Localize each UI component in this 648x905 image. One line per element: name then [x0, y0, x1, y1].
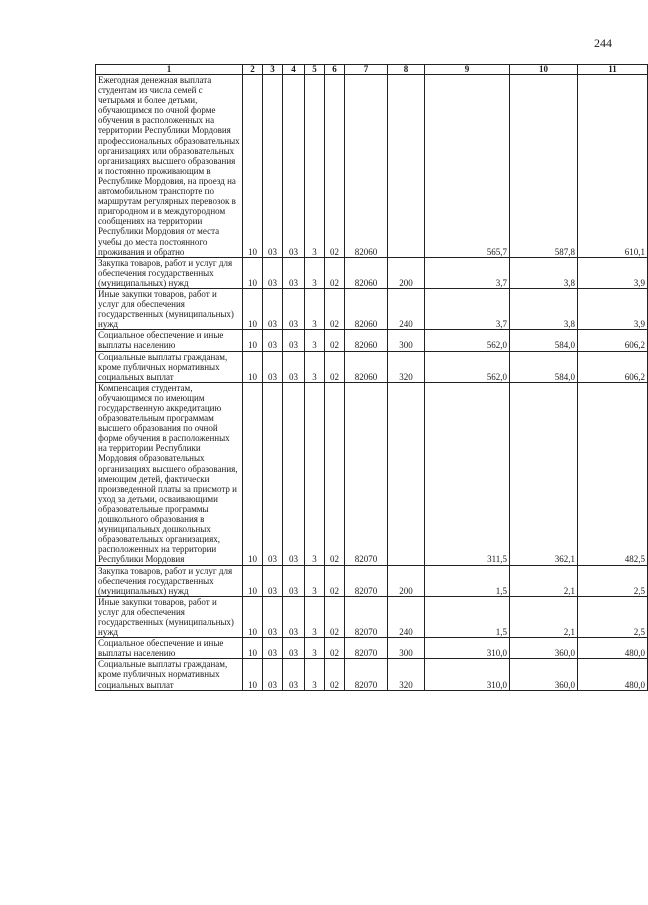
- cell: 03: [263, 565, 283, 596]
- cell: 3: [305, 638, 325, 659]
- cell: 10: [243, 75, 263, 258]
- cell: 03: [283, 75, 305, 258]
- row-name: Социальное обеспечение и иные выплаты населению: [96, 638, 243, 659]
- cell: 10: [243, 638, 263, 659]
- cell: 82070: [345, 382, 388, 565]
- cell: 03: [263, 659, 283, 690]
- cell: 3: [305, 351, 325, 382]
- cell: 82070: [345, 638, 388, 659]
- cell: 10: [243, 288, 263, 329]
- cell: 480,0: [578, 659, 648, 690]
- cell: 3: [305, 257, 325, 288]
- row-name: Социальное обеспечение и иные выплаты населению: [96, 330, 243, 351]
- cell: 310,0: [425, 638, 510, 659]
- row-name: Закупка товаров, работ и услуг для обеспечения государственных (муниципальных) нужд: [96, 257, 243, 288]
- cell: 1,5: [425, 565, 510, 596]
- table-row: [96, 659, 648, 690]
- table-row: [96, 351, 648, 382]
- row-name: Ежегодная денежная выплата студентам из числа семей с четырьмя и более детьми, обучающимся по очной форме обучения в расположенных на территории Республики Мордовия профессиональных образовательных организациях или образовательных организациях высшего образования и постоянно проживающим в Республике Мордовия, на проезд на автомобильном транспорте по маршрутам регулярных перевозок в пригородном и в междугородном сообщениях на территории Республики Мордовия от места учебы до места постоянного проживания и обратно: [96, 75, 243, 258]
- cell: 482,5: [578, 382, 648, 565]
- column-header: 10: [510, 65, 578, 75]
- cell: 03: [263, 351, 283, 382]
- cell: 2,5: [578, 596, 648, 637]
- cell: 03: [263, 330, 283, 351]
- cell: 606,2: [578, 330, 648, 351]
- cell: 584,0: [510, 351, 578, 382]
- cell: 3,9: [578, 257, 648, 288]
- column-header: 7: [345, 65, 388, 75]
- cell: 3: [305, 382, 325, 565]
- cell: 03: [283, 638, 305, 659]
- cell: 320: [388, 659, 425, 690]
- cell: 82070: [345, 596, 388, 637]
- cell: 02: [325, 659, 345, 690]
- cell: 10: [243, 330, 263, 351]
- cell: 3: [305, 330, 325, 351]
- cell: 10: [243, 257, 263, 288]
- column-header: 6: [325, 65, 345, 75]
- cell: 03: [263, 288, 283, 329]
- cell: 02: [325, 330, 345, 351]
- cell: 2,1: [510, 565, 578, 596]
- cell: 362,1: [510, 382, 578, 565]
- table-row: [96, 565, 648, 596]
- cell: 03: [283, 596, 305, 637]
- cell: 320: [388, 351, 425, 382]
- cell: 300: [388, 638, 425, 659]
- cell: 03: [283, 351, 305, 382]
- cell: 03: [283, 659, 305, 690]
- row-name: Иные закупки товаров, работ и услуг для обеспечения государственных (муниципальных) нужд: [96, 596, 243, 637]
- cell: 300: [388, 330, 425, 351]
- column-header: 8: [388, 65, 425, 75]
- cell: 310,0: [425, 659, 510, 690]
- cell: 82060: [345, 257, 388, 288]
- cell: 02: [325, 565, 345, 596]
- row-name: Иные закупки товаров, работ и услуг для обеспечения государственных (муниципальных) нужд: [96, 288, 243, 329]
- cell: 10: [243, 596, 263, 637]
- column-header: 5: [305, 65, 325, 75]
- cell: 10: [243, 659, 263, 690]
- budget-table: [95, 64, 648, 691]
- cell: 02: [325, 596, 345, 637]
- cell: 240: [388, 596, 425, 637]
- cell: 587,8: [510, 75, 578, 258]
- cell: 82060: [345, 75, 388, 258]
- cell: 02: [325, 288, 345, 329]
- table-row: [96, 288, 648, 329]
- cell: 3: [305, 565, 325, 596]
- cell: 82070: [345, 659, 388, 690]
- table-row: [96, 75, 648, 258]
- cell: 82060: [345, 288, 388, 329]
- cell: 3,7: [425, 257, 510, 288]
- cell: 3: [305, 288, 325, 329]
- column-header: 9: [425, 65, 510, 75]
- cell: 480,0: [578, 638, 648, 659]
- cell: 03: [283, 288, 305, 329]
- cell: 200: [388, 565, 425, 596]
- cell: 02: [325, 382, 345, 565]
- cell: 584,0: [510, 330, 578, 351]
- page-number: 244: [594, 36, 612, 50]
- cell: 606,2: [578, 351, 648, 382]
- cell: 10: [243, 351, 263, 382]
- table-row: [96, 596, 648, 637]
- cell: 03: [263, 257, 283, 288]
- cell: 2,1: [510, 596, 578, 637]
- cell: 240: [388, 288, 425, 329]
- cell: 03: [283, 257, 305, 288]
- cell: 02: [325, 257, 345, 288]
- cell: 02: [325, 351, 345, 382]
- cell: 02: [325, 638, 345, 659]
- row-name: Социальные выплаты гражданам, кроме публичных нормативных социальных выплат: [96, 351, 243, 382]
- column-header: 4: [283, 65, 305, 75]
- cell: 562,0: [425, 330, 510, 351]
- row-name: Закупка товаров, работ и услуг для обеспечения государственных (муниципальных) нужд: [96, 565, 243, 596]
- table-row: [96, 638, 648, 659]
- row-name: Компенсация студентам, обучающимся по имеющим государственную аккредитацию образовательным программам высшего образования по очной форме обучения в расположенных на территории Республики Мордовия образовательных организациях высшего образования, имеющим детей, фактически произведенной платы за присмотр и уход за детьми, осваивающими образовательные программы дошкольного образования в муниципальных дошкольных образовательных организациях, расположенных на территории Республики Мордовия: [96, 382, 243, 565]
- cell: 3: [305, 75, 325, 258]
- cell: 03: [263, 382, 283, 565]
- column-header: 1: [96, 65, 243, 75]
- cell: 360,0: [510, 638, 578, 659]
- cell: 82060: [345, 351, 388, 382]
- cell: 03: [283, 382, 305, 565]
- cell: 3,8: [510, 257, 578, 288]
- cell: 3: [305, 659, 325, 690]
- cell: 10: [243, 565, 263, 596]
- cell: 10: [243, 382, 263, 565]
- table-row: [96, 382, 648, 565]
- cell: 02: [325, 75, 345, 258]
- cell: 82070: [345, 565, 388, 596]
- cell: 82060: [345, 330, 388, 351]
- column-header: 11: [578, 65, 648, 75]
- cell: [388, 382, 425, 565]
- cell: 360,0: [510, 659, 578, 690]
- table-row: [96, 257, 648, 288]
- cell: 03: [283, 565, 305, 596]
- cell: 3: [305, 596, 325, 637]
- cell: 200: [388, 257, 425, 288]
- table-header-row: [96, 65, 648, 75]
- cell: 1,5: [425, 596, 510, 637]
- cell: 3,7: [425, 288, 510, 329]
- cell: 3,8: [510, 288, 578, 329]
- cell: 03: [283, 330, 305, 351]
- cell: 03: [263, 638, 283, 659]
- column-header: 3: [263, 65, 283, 75]
- table-row: [96, 330, 648, 351]
- cell: 2,5: [578, 565, 648, 596]
- cell: 03: [263, 596, 283, 637]
- cell: 562,0: [425, 351, 510, 382]
- cell: 3,9: [578, 288, 648, 329]
- cell: [388, 75, 425, 258]
- row-name: Социальные выплаты гражданам, кроме публичных нормативных социальных выплат: [96, 659, 243, 690]
- cell: 565,7: [425, 75, 510, 258]
- cell: 03: [263, 75, 283, 258]
- cell: 610,1: [578, 75, 648, 258]
- column-header: 2: [243, 65, 263, 75]
- cell: 311,5: [425, 382, 510, 565]
